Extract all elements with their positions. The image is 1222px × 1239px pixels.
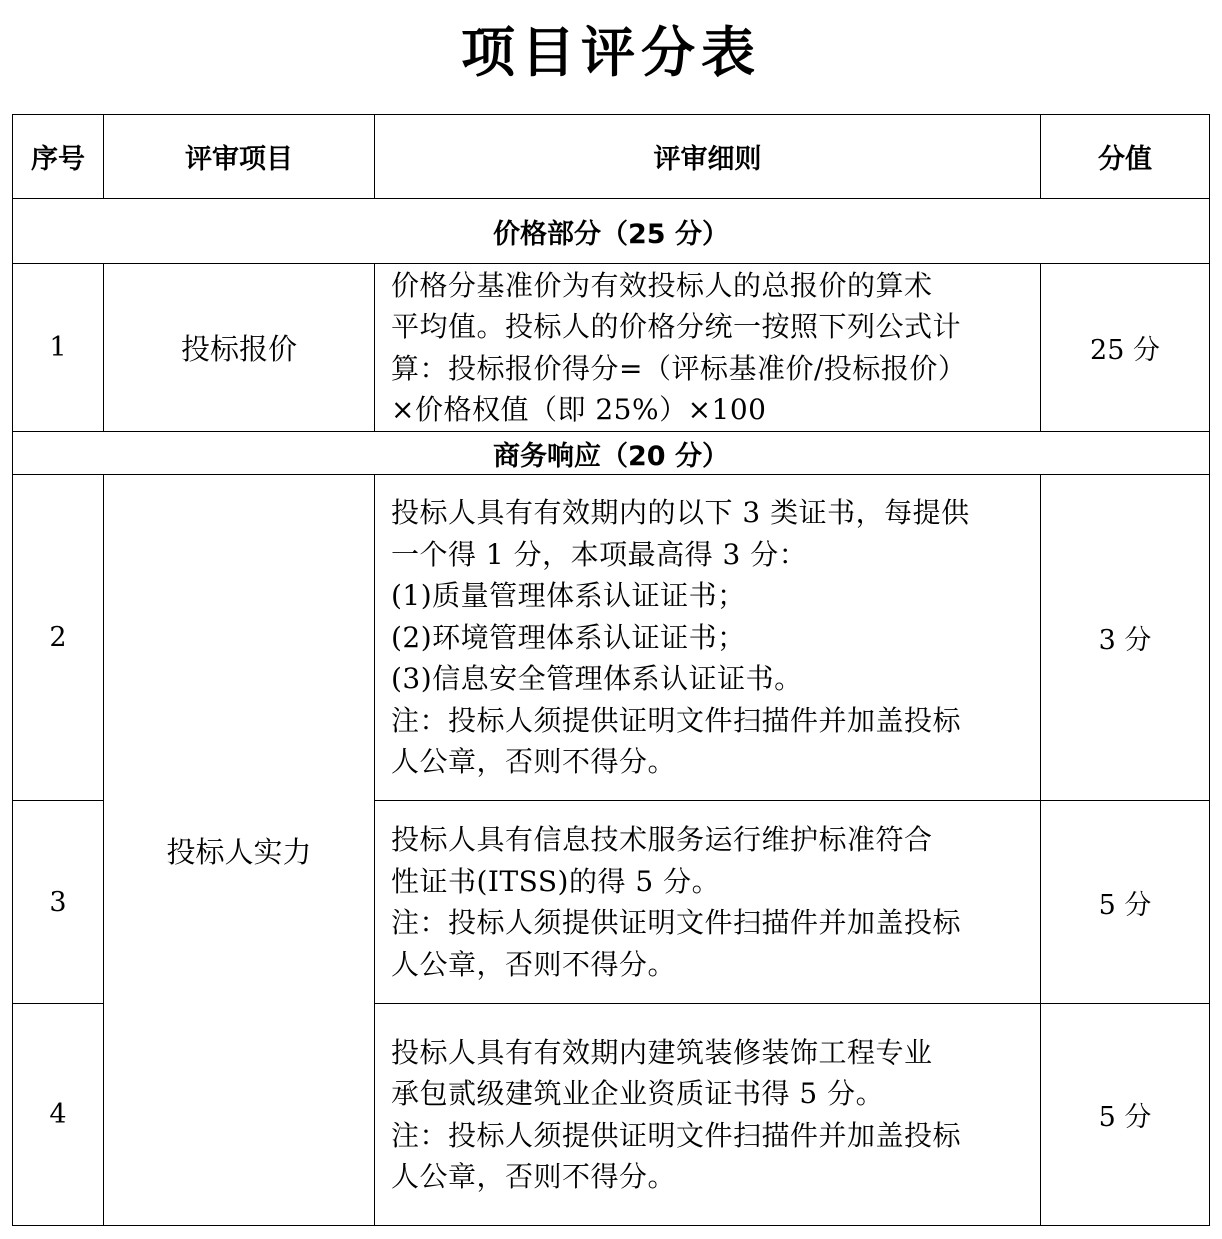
detail-line: 注：投标人须提供证明文件扫描件并加盖投标 [391,703,962,737]
section-label: 商务响应（20 分） [13,432,1210,475]
row-number: 3 [13,801,104,1004]
scoring-table [12,114,1210,1226]
detail-line: 人公章，否则不得分。 [391,947,677,981]
detail-line: (2)环境管理体系认证证书； [391,620,746,654]
detail-line: 性证书(ITSS)的得 5 分。 [391,864,721,898]
row-number: 1 [13,264,104,432]
detail-line: 一个得 1 分，本项最高得 3 分： [391,537,808,571]
detail-line: (1)质量管理体系认证证书； [391,579,746,613]
table-row [13,264,1210,432]
row-detail [375,475,1041,801]
header-item: 评审项目 [104,115,375,199]
row-item: 投标报价 [104,264,375,432]
row-score: 25 分 [1041,264,1210,432]
table-row [13,475,1210,801]
section-row-business [13,432,1210,475]
header-score: 分值 [1041,115,1210,199]
header-detail: 评审细则 [375,115,1041,199]
detail-line: 人公章，否则不得分。 [391,745,677,779]
header-num: 序号 [13,115,104,199]
detail-line: 投标人具有有效期内的以下 3 类证书，每提供 [391,496,970,530]
detail-line: 投标人具有有效期内建筑装修装饰工程专业 [391,1035,933,1069]
detail-line: 人公章，否则不得分。 [391,1160,677,1193]
detail-line: 投标人具有信息技术服务运行维护标准符合 [391,823,933,856]
row-number: 4 [13,1004,104,1226]
detail-line: 注：投标人须提供证明文件扫描件并加盖投标 [391,1118,962,1152]
row-score: 5 分 [1041,1004,1210,1226]
row-number: 2 [13,475,104,801]
row-detail [375,801,1041,1004]
detail-line: (3)信息安全管理体系认证证书。 [391,662,803,696]
section-label: 价格部分（25 分） [13,199,1210,264]
detail-line: 注：投标人须提供证明文件扫描件并加盖投标 [391,906,962,939]
detail-line: ×价格权值（即 25%）×100 [391,393,767,426]
row-detail [375,1004,1041,1226]
detail-line: 价格分基准价为有效投标人的总报价的算术 [391,268,933,302]
row-detail [375,264,1041,432]
row-item: 投标人实力 [104,475,375,1226]
detail-line: 平均值。投标人的价格分统一按照下列公式计 [391,310,962,343]
section-row-price [13,199,1210,264]
row-score: 3 分 [1041,475,1210,801]
header-row [13,115,1210,199]
detail-line: 承包贰级建筑业企业资质证书得 5 分。 [391,1077,885,1110]
detail-line: 算：投标报价得分=（评标基准价/投标报价） [391,351,967,385]
page-title: 项目评分表 [461,21,761,84]
row-score: 5 分 [1041,801,1210,1004]
